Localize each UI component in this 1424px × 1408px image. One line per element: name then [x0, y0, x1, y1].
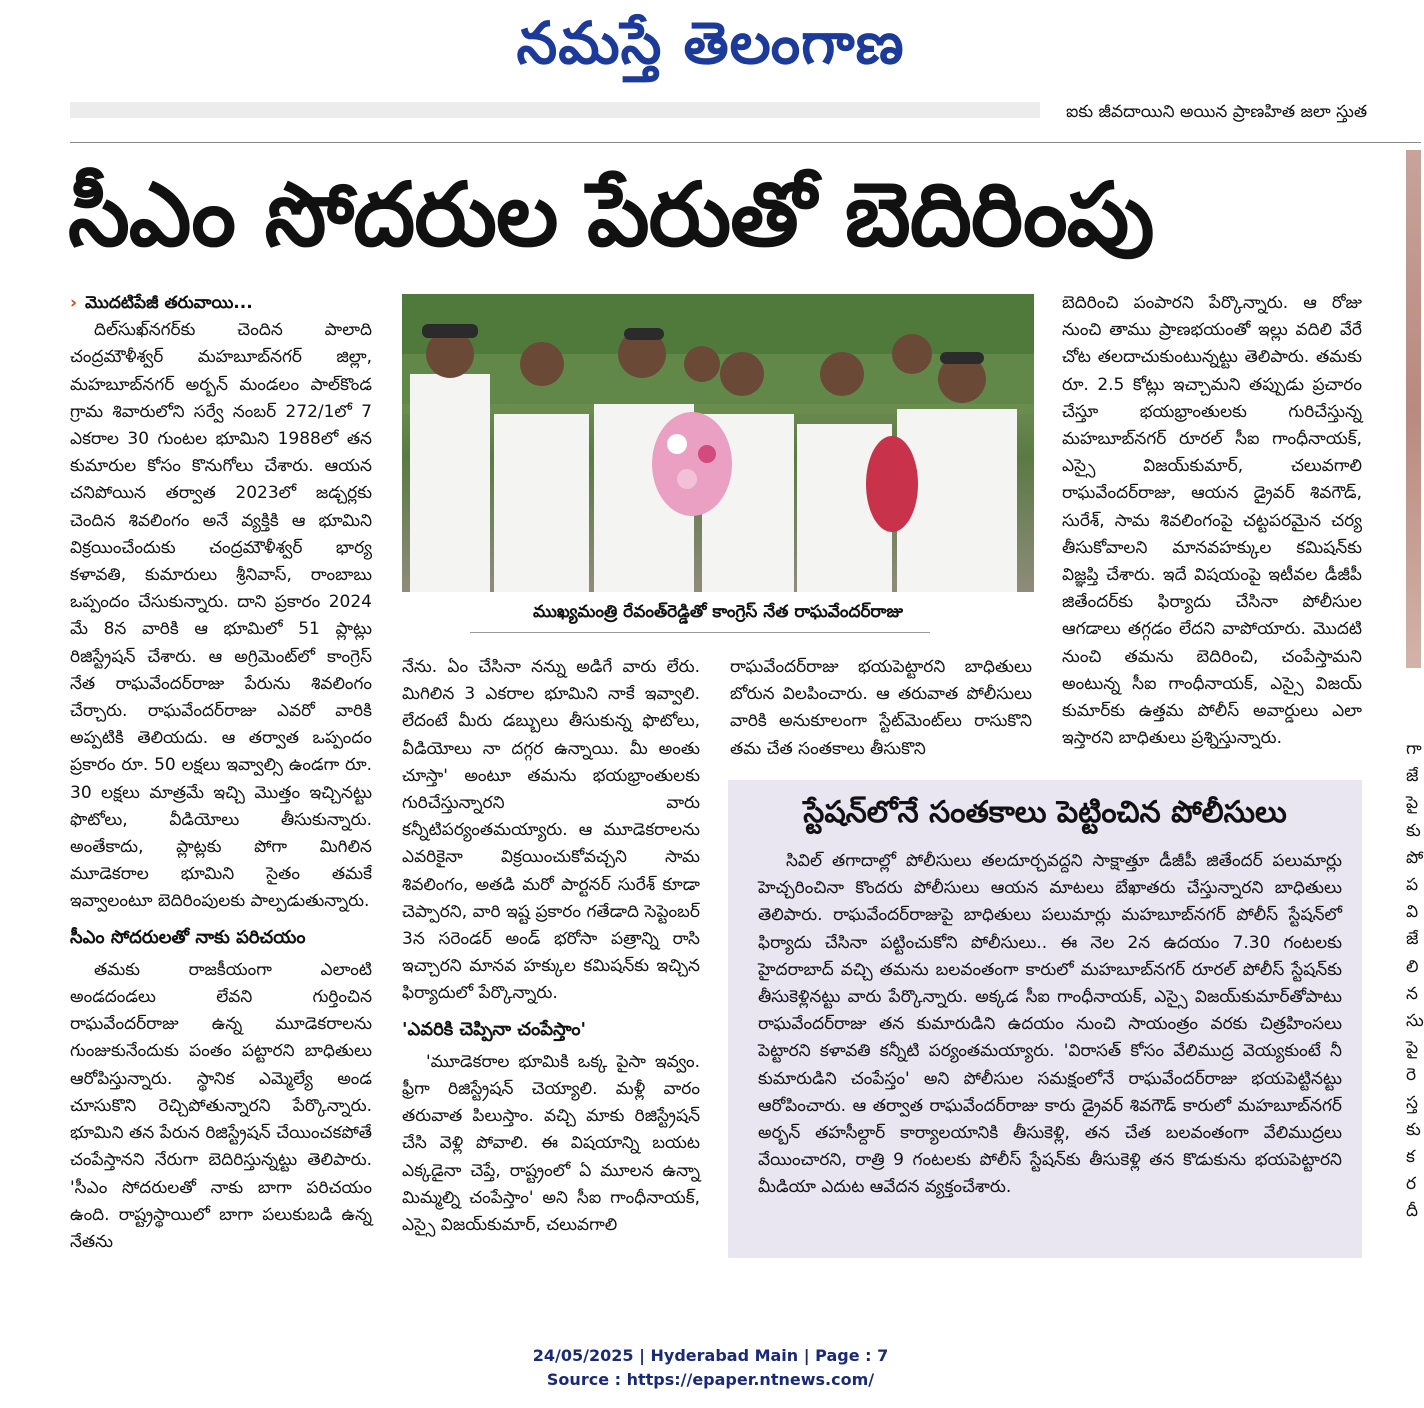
column1-paragraph-1: దిల్‌సుఖ్‌నగర్‌కు చెందిన పాలాది చంద్రమౌళీశ్వర్ మహబూబ్‌నగర్ జిల్లా, మహబూబ్‌నగర్ అర్బన్ మండలం పాల్‌కొండ గ్రామ శివారులోని సర్వే నంబర్ 272/1లో 7 ఎకరాల 30 గుంటల భూమిని 1988లో తన కుమారుల కోసం కొనుగోలు చేశారు. ఆయన చనిపోయిన తర్వాత 2023లో జడ్చర్లకు చెందిన శివలింగం అనే వ్యక్తికి ఆ భూమిని విక్రయించేందుకు చంద్రమౌళీశ్వర్ భార్య కళావతి, కుమారులు శ్రీనివాస్, రాంబాబు ఒప్పందం చేసుకున్నారు. దాని ప్రకారం 2024 మే 8న వారికి ఆ భూమిలో 51 ప్లాట్లు రిజిస్ట్రేషన్ చేశారు. ఆ అగ్రిమెంట్‌లో కాంగ్రెస్ నేత రాఘవేందర్‌రాజు పేరును శివలింగం చేర్చారు. రాఘవేందర్‌రాజు ఎవరో వారికి అప్పటికి తెలియదు. ఆ తర్వాత ఒప్పందం ప్రకారం రూ. 50 లక్షలు ఇవ్వాల్సి ఉండగా రూ. 30 లక్షలు మాత్రమే ఇచ్చి మొత్తం ఇచ్చినట్టు ఫొటోలు, వీడియోలు తీసుకున్నారు. అంతేకాదు, ప్లాట్లకు పోగా మిగిలిన మూడెకరాల భూమిని సైతం తమకే ఇవ్వాలంటూ బెదిరింపులకు పాల్పడుతున్నారు.	[70, 320, 372, 912]
article-column-3	[730, 654, 1032, 763]
adjacent-article-line: పై	[1406, 1038, 1419, 1059]
adjacent-article-line: ర	[1406, 1174, 1417, 1195]
adjacent-article-text	[1406, 736, 1424, 1226]
adjacent-article-line: దీ	[1406, 1201, 1419, 1222]
caption-underline	[470, 632, 930, 633]
chevron-right-icon: ›	[70, 293, 78, 313]
adjacent-article-line: పో	[1406, 847, 1424, 868]
column4-paragraph-1: బెదిరించి పంపారని పేర్కొన్నారు. ఆ రోజు నుంచి తాము ప్రాణభయంతో ఇల్లు వదిలి వేరే చోట తలదాచుకుంటున్నట్టు తెలిపారు. తమకు రూ. 2.5 కోట్లు ఇచ్చామని తప్పుడు ప్రచారం చేస్తూ భయభ్రాంతులకు గురిచేస్తున్న మహబూబ్‌నగర్ రూరల్ సీఐ గాంధీనాయక్, ఎస్సై విజయ్‌కుమార్, చలువగాలి రాఘవేందర్‌రాజు, ఆయన డ్రైవర్ శివగౌడ్, సురేశ్, సామ శివలింగంపై చట్టపరమైన చర్య తీసుకోవాలని మానవహక్కుల కమిషన్‌కు విజ్ఞప్తి చేశారు. ఇదే విషయంపై ఇటీవల డీజీపీ జితేందర్‌కు ఫిర్యాదు చేసినా పోలీసుల ఆగడాలు తగ్గడం లేదని వాపోయారు. మొదటి నుంచి తమను బెదిరించి, చంపేస్తామని అంటున్న సీఐ గాంధీనాయక్, ఎస్సై విజయ్ కుమార్‌కు ఉత్తమ పోలీస్ అవార్డులు ఎలా ఇస్తారని బాధితులు ప్రశ్నిస్తున్నారు.	[1062, 293, 1362, 749]
adjacent-article-line: గా	[1406, 739, 1422, 759]
sidebar-story-paragraph: సివిల్ తగాదాల్లో పోలీసులు తలదూర్చవద్దని సాక్షాత్తూ డీజీపీ జితేందర్ పలుమార్లు హెచ్చరించినా కొందరు పోలీసులు ఆయన మాటలు బేఖాతరు చేస్తున్నారని బాధితులు తెలిపారు. రాఘవేందర్‌రాజుపై బాధితులు పలుమార్లు మహబూబ్‌నగర్ పోలీస్ స్టేషన్‌లో ఫిర్యాదు చేసినా పట్టించుకోని పోలీసులు.. ఈ నెల 2న ఉదయం 7.30 గంటలకు హైదరాబాద్ వచ్చి తమను బలవంతంగా కారులో మహబూబ్‌నగర్ రూరల్ పోలీస్ స్టేషన్‌కు తీసుకెళ్లినట్టు వారు పేర్కొన్నారు. అక్కడ సీఐ గాంధీనాయక్, ఎస్సై విజయ్‌కుమార్‌తోపాటు రాఘవేందర్‌రాజు తన కుమారుడిని ఉదయం నుంచి సాయంత్రం వరకు చిత్రహింసలు పెట్టారని కళావతి కన్నీటి పర్యంతమయ్యారు. 'విరాసత్ కోసం వేలిముద్ర వెయ్యకుంటే నీ కుమారుడిని చంపేస్తం' అని పోలీసుల సమక్షంలోనే రాఘవేందర్‌రాజు భయపెట్టినట్టు ఆరోపించారు. ఆ తర్వాత రాఘవేందర్‌రాజు కారు డ్రైవర్ శివగౌడ్ కారులో మహబూబ్‌నగర్ అర్బన్ తహసీల్దార్ కార్యాలయానికి తీసుకెళ్లి, తన చేత బలవంతంగా వేలిముద్రలు వేయించారని, రాత్రి 9 గంటలకు పోలీస్ స్టేషన్‌కు తీసుకెళ్లి తన కొడుకును భయపెట్టారని మీడియా ఎదుట ఆవేదన వ్యక్తంచేశారు.	[758, 851, 1342, 1198]
adjacent-article-line: రె	[1406, 1065, 1417, 1086]
news-photo	[402, 294, 1034, 592]
adjacent-article-line: జే	[1406, 766, 1419, 787]
adjacent-article-line: ప	[1406, 875, 1419, 896]
adjacent-article-line: క	[1406, 1147, 1415, 1168]
photo-illustration	[402, 294, 1034, 592]
article-column-1	[70, 290, 372, 1256]
adjacent-article-line: వి	[1406, 902, 1419, 923]
column2-paragraph-2: 'మూడెకరాల భూమికి ఒక్క పైసా ఇవ్వం. ఫ్రీగా రిజిస్ట్రేషన్ చెయ్యాలి. మళ్లీ వారం తరువాత పిలుస్తాం. వచ్చి మాకు రిజిస్ట్రేషన్ చేసి వెళ్లి పోవాలి. ఈ విషయాన్ని బయట ఎక్కడైనా చెప్తే, రాష్ట్రంలో ఏ మూలన ఉన్నా మిమ్మల్ని చంపేస్తాం' అని సీఐ గాంధీనాయక్, ఎస్సై విజయ్‌కుమార్, చలువగాలి	[402, 1051, 700, 1236]
photo-caption: ముఖ్యమంత్రి రేవంత్‌రెడ్డితో కాంగ్రెస్ నేత రాఘవేందర్‌రాజు	[533, 602, 903, 622]
column3-paragraph-1: రాఘవేందర్‌రాజు భయపెట్టారని బాధితులు బోరున విలపించారు. ఆ తరువాత పోలీసులు వారికి అనుకూలంగా స్టేట్‌మెంట్‌లు రాసుకొని తమ చేత సంతకాలు తీసుకొని	[730, 657, 1032, 759]
footer-source-link: Source : https://epaper.ntnews.com/	[546, 1370, 875, 1389]
article-column-4	[1062, 290, 1362, 752]
adjacent-article-photo	[1406, 150, 1421, 668]
top-strip-bar	[70, 102, 1040, 118]
adjacent-article-line: కు	[1406, 820, 1421, 841]
adjacent-article-line: పై	[1406, 793, 1419, 814]
adjacent-article-line: జే	[1406, 929, 1419, 950]
column1-subhead: సీఎం సోదరులతో నాకు పరిచయం	[70, 926, 306, 948]
adjacent-article-line: న	[1406, 983, 1418, 1004]
page-headline: సీఎం సోదరుల పేరుతో బెదిరింపు	[68, 163, 1154, 266]
continued-from-front-label: › మొదటిపేజీ తరువాయి...	[70, 293, 253, 313]
adjacent-article-line: కు	[1406, 1119, 1421, 1140]
sidebar-story-title: స్టేషన్‌లోనే సంతకాలు పెట్టించిన పోలీసులు	[803, 795, 1287, 830]
masthead-logo: నమస్తే తెలంగాణ	[516, 9, 905, 77]
adjacent-article-line: లి	[1406, 956, 1419, 977]
top-strip-text: ఐకు జీవదాయిని అయిన ప్రాణహిత జలా స్తుత	[1066, 102, 1368, 122]
column2-subhead: 'ఎవరికి చెప్పినా చంపేస్తాం'	[402, 1018, 587, 1040]
footer-date-edition: 24/05/2025 | Hyderabad Main | Page : 7	[532, 1346, 889, 1365]
header-divider	[70, 142, 1421, 143]
adjacent-article-line: సు	[1406, 1011, 1424, 1032]
column1-paragraph-2: తమకు రాజకీయంగా ఎలాంటి అండదండలు లేవని గుర్తించిన రాఘవేందర్‌రాజు ఉన్న మూడెకరాలను గుంజుకునేందుకు పంతం పట్టారని బాధితులు ఆరోపిస్తున్నారు. స్థానిక ఎమ్మెల్యే అండ చూసుకొని రెచ్చిపోతున్నారని పేర్కొన్నారు. భూమిని తన పేరున రిజిస్ట్రేషన్ చేయించకపోతే చంపేస్తానని నేరుగా బెదిరిస్తున్నట్టు తెలిపారు. 'సీఎం సోదరులతో నాకు బాగా పరిచయం ఉంది. రాష్ట్రస్థాయిలో బాగా పలుకుబడి ఉన్న నేతను	[70, 959, 372, 1252]
adjacent-article-line: స్త	[1406, 1092, 1418, 1113]
column2-paragraph-1: నేను. ఏం చేసినా నన్ను అడిగే వారు లేరు. మిగిలిన 3 ఎకరాల భూమిని నాకే ఇవ్వాలి. లేదంటే మీరు డబ్బులు తీసుకున్న ఫొటోలు, వీడియోలు నా దగ్గర ఉన్నాయి. మీ అంతు చూస్తా' అంటూ తమను భయభ్రాంతులకు గురిచేస్తున్నారని వారు కన్నీటిపర్యంతమయ్యారు. ఆ మూడెకరాలను ఎవరికైనా విక్రయించుకోవచ్చని సామ శివలింగం, అతడి మరో పార్టనర్ సురేశ్ కూడా చెప్పారని, వారి ఇష్ట ప్రకారం గతేడాది సెప్టెంబర్ 3న సరెండర్ అండ్ భరోసా పత్రాన్ని రాసి ఇచ్చారని మానవ హక్కుల కమిషన్‌కు ఇచ్చిన ఫిర్యాదులో పేర్కొన్నారు.	[402, 657, 700, 1004]
sidebar-story-body	[758, 848, 1342, 1202]
article-column-2	[402, 654, 700, 1239]
